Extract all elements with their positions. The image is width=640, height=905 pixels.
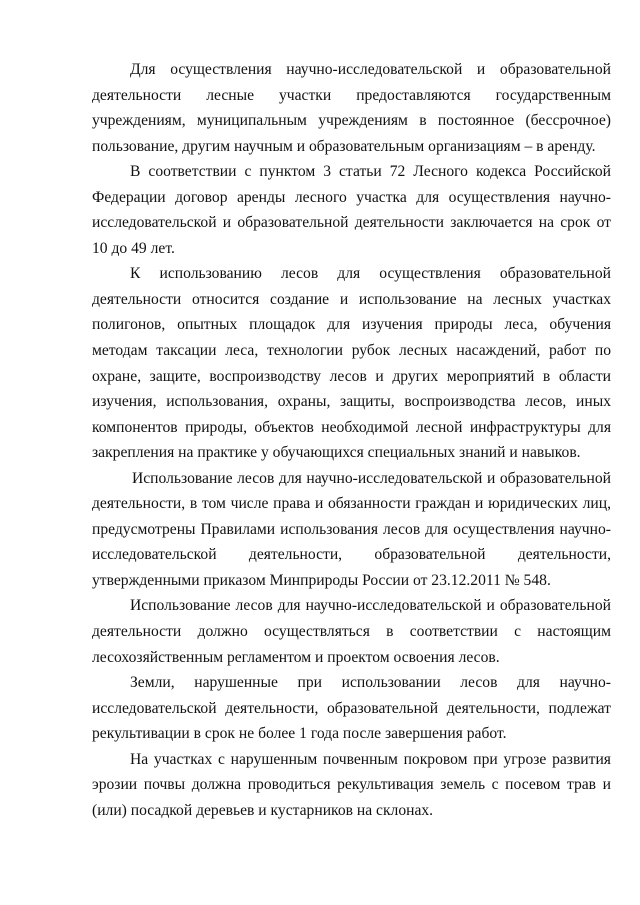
document-body bbox=[92, 57, 611, 823]
paragraph-educational-use: К использованию лесов для осуществления образовательной деятельности относится создание и использование на лесных участках полигонов, опытных площадок для изучения природы леса, обучения методам таксации леса, технологии рубок лесных насаждений, работ по охране, защите, воспроизводству лесов и других мероприятий в области изучения, использования, охраны, защиты, воспроизводства лесов, иных компонентов природы, объектов необходимой лесной инфраструктуры для закрепления на практике у обучающихся специальных знаний и навыков. bbox=[92, 265, 611, 462]
paragraph-land-provision: Для осуществления научно-исследовательской и образовательной деятельности лесные участки предоставляются государственным учреждениям, муниципальным учреждениям в постоянное (бессрочное) пользование, другим научным и образовательным организациям – в аренду. bbox=[92, 61, 611, 155]
paragraph-lease-term: В соответствии с пунктом 3 статьи 72 Лесного кодекса Российской Федерации договор аренды лесного участка для осуществления научно-исследовательской и образовательной деятельности заключается на срок от 10 до 49 лет. bbox=[92, 163, 611, 257]
paragraph-erosion-measures: На участках с нарушенным почвенным покровом при угрозе развития эрозии почвы должна проводиться рекультивация земель с посевом трав и (или) посадкой деревьев и кустарников на склонах. bbox=[92, 750, 611, 819]
paragraph-usage-rules: Использование лесов для научно-исследовательской и образовательной деятельности, в том числе права и обязанности граждан и юридических лиц, предусмотрены Правилами использования лесов для осуществления научно-исследовательской деятельности, образовательной деятельности, утвержденными приказом Минприроды России от 23.12.2011 № 548. bbox=[92, 469, 611, 589]
paragraph-regulation-compliance: Использование лесов для научно-исследовательской и образовательной деятельности должно осуществляться в соответствии с настоящим лесохозяйственным регламентом и проектом освоения лесов. bbox=[92, 597, 611, 666]
paragraph-recultivation: Земли, нарушенные при использовании лесов для научно-исследовательской деятельности, образовательной деятельности, подлежат рекультивации в срок не более 1 года после завершения работ. bbox=[92, 674, 611, 743]
